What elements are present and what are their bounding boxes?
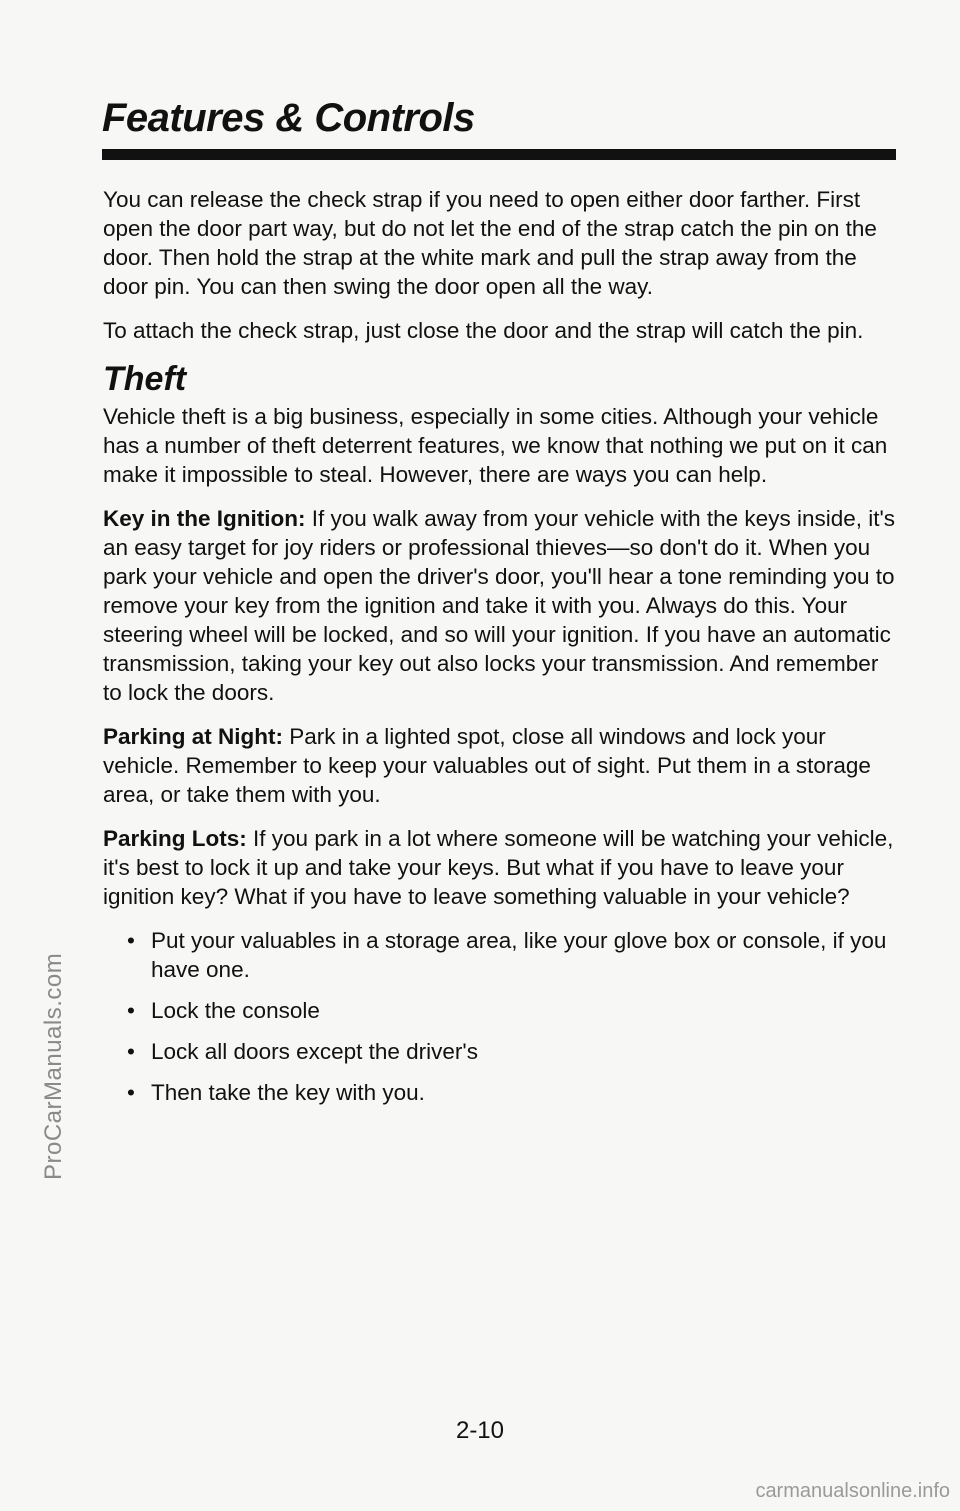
page-header-title: Features & Controls bbox=[102, 96, 475, 140]
page-number: 2-10 bbox=[455, 1417, 505, 1444]
bullet-icon: • bbox=[127, 928, 135, 953]
header-rule bbox=[102, 149, 896, 160]
section-title-theft: Theft bbox=[103, 360, 187, 398]
bullet-icon: • bbox=[127, 998, 135, 1023]
list-item bbox=[127, 1037, 898, 1066]
check-strap-paragraph: You can release the check strap if you need to open either door farther. First open the door part way, but do not let the end of the strap catch the pin on the door. Then hold the strap at the white mark and pull the strap away from the door pin. You can then swing the door open all the way. bbox=[103, 187, 877, 299]
bullet-icon: • bbox=[127, 1039, 135, 1064]
parking-lots-heading: Parking Lots: bbox=[103, 826, 247, 851]
attach-strap-paragraph: To attach the check strap, just close the door and the strap will catch the pin. bbox=[103, 318, 864, 343]
list-item bbox=[127, 1078, 898, 1107]
parking-lots-paragraph bbox=[103, 824, 898, 911]
page-content bbox=[103, 185, 898, 1119]
valuables-bullet-list bbox=[103, 926, 898, 1107]
key-in-ignition-paragraph bbox=[103, 504, 898, 707]
list-item-text: Put your valuables in a storage area, like your glove box or console, if you have one. bbox=[151, 928, 887, 982]
side-watermark: ProCarManuals.com bbox=[40, 952, 67, 1180]
list-item bbox=[127, 926, 898, 984]
parking-at-night-paragraph bbox=[103, 722, 898, 809]
key-in-ignition-text: If you walk away from your vehicle with the keys inside, it's an easy target for joy riders or professional thieves—so don't do it. When you park your vehicle and open the driver's door, you'll hear a tone reminding you to remove your key from the ignition and take it with you. Always do this. Your steering wheel will be locked, and so will your ignition. If you have an automatic transmission, taking your key out also locks your transmission. And remember to lock the doors. bbox=[103, 506, 896, 705]
list-item-text: Then take the key with you. bbox=[151, 1080, 425, 1105]
list-item-text: Lock all doors except the driver's bbox=[151, 1039, 478, 1064]
parking-lots-text: If you park in a lot where someone will be watching your vehicle, it's best to lock it up and take your keys. But what if you have to leave your ignition key? What if you have to leave something valuable in your vehicle? bbox=[103, 826, 894, 909]
footer-watermark: carmanualsonline.info bbox=[755, 1480, 950, 1502]
theft-intro-paragraph: Vehicle theft is a big business, especially in some cities. Although your vehicle has a number of theft deterrent features, we know that nothing we put on it can make it impossible to steal. However, there are ways you can help. bbox=[103, 404, 888, 487]
key-in-ignition-heading: Key in the Ignition: bbox=[103, 506, 306, 531]
parking-at-night-heading: Parking at Night: bbox=[103, 724, 284, 749]
bullet-icon: • bbox=[127, 1080, 135, 1105]
list-item-text: Lock the console bbox=[151, 998, 320, 1023]
parking-at-night-text: Park in a lighted spot, close all windows and lock your vehicle. Remember to keep your valuables out of sight. Put them in a storage area, or take them with you. bbox=[103, 724, 871, 807]
list-item bbox=[127, 996, 898, 1025]
